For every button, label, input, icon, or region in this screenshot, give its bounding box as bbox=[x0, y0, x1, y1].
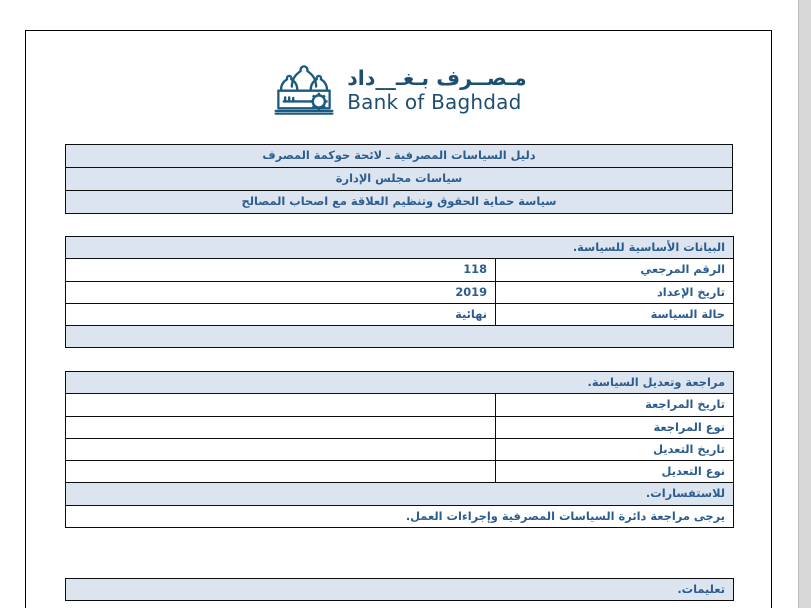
review-date-value bbox=[66, 394, 496, 416]
modification-type-label: نوع التعديل bbox=[496, 461, 734, 483]
table-row bbox=[66, 145, 733, 168]
basic-policy-data-table bbox=[65, 236, 734, 348]
vertical-scrollbar-gutter[interactable] bbox=[798, 0, 811, 608]
preparation-date-label: تاريخ الإعداد bbox=[496, 281, 734, 303]
review-section-heading: مراجعة وتعديل السياسة. bbox=[66, 372, 734, 394]
policy-manual-title: دليل السياسات المصرفية ـ لائحة حوكمة المصرف bbox=[66, 145, 733, 168]
policy-category-title: سياسات مجلس الإدارة bbox=[66, 168, 733, 191]
document-page bbox=[25, 30, 772, 608]
inquiries-note: يرجى مراجعة دائرة السياسات المصرفية وإجراءات العمل. bbox=[66, 505, 734, 527]
basic-data-heading: البيانات الأساسية للسياسة. bbox=[66, 237, 734, 259]
table-row bbox=[66, 303, 734, 325]
policy-status-value: نهائية bbox=[66, 303, 496, 325]
table-row bbox=[66, 326, 734, 348]
review-type-label: نوع المراجعة bbox=[496, 416, 734, 438]
document-title-table bbox=[65, 144, 733, 214]
table-row bbox=[66, 461, 734, 483]
preparation-date-value: 2019 bbox=[66, 281, 496, 303]
review-date-label: تاريخ المراجعة bbox=[496, 394, 734, 416]
reference-number-value: 118 bbox=[66, 259, 496, 281]
table-row bbox=[66, 237, 734, 259]
table-row bbox=[66, 191, 733, 214]
logo-arabic-name: مـصــرف بـغـ__داد bbox=[347, 66, 527, 91]
policy-review-table bbox=[65, 371, 734, 528]
basic-data-spacer-row bbox=[66, 326, 734, 348]
policy-name-title: سياسة حماية الحقوق وتنظيم العلاقة مع اصحاب المصالح bbox=[66, 191, 733, 214]
inquiries-heading: للاستفسارات. bbox=[66, 483, 734, 505]
logo-english-name: Bank of Baghdad bbox=[347, 89, 522, 114]
table-row bbox=[66, 483, 734, 505]
review-type-value bbox=[66, 416, 496, 438]
table-row bbox=[66, 416, 734, 438]
instructions-heading: تعليمات. bbox=[66, 579, 734, 601]
table-row bbox=[66, 372, 734, 394]
table-row bbox=[66, 168, 733, 191]
policy-status-label: حالة السياسة bbox=[496, 303, 734, 325]
reference-number-label: الرقم المرجعي bbox=[496, 259, 734, 281]
modification-date-value bbox=[66, 438, 496, 460]
table-row bbox=[66, 281, 734, 303]
table-row bbox=[66, 438, 734, 460]
table-row bbox=[66, 394, 734, 416]
instructions-table bbox=[65, 578, 734, 601]
modification-type-value bbox=[66, 461, 496, 483]
bank-logo bbox=[26, 61, 771, 119]
table-row bbox=[66, 505, 734, 527]
table-row bbox=[66, 579, 734, 601]
modification-date-label: تاريخ التعديل bbox=[496, 438, 734, 460]
bank-of-baghdad-building-key-logo-icon bbox=[270, 61, 338, 119]
table-row bbox=[66, 259, 734, 281]
